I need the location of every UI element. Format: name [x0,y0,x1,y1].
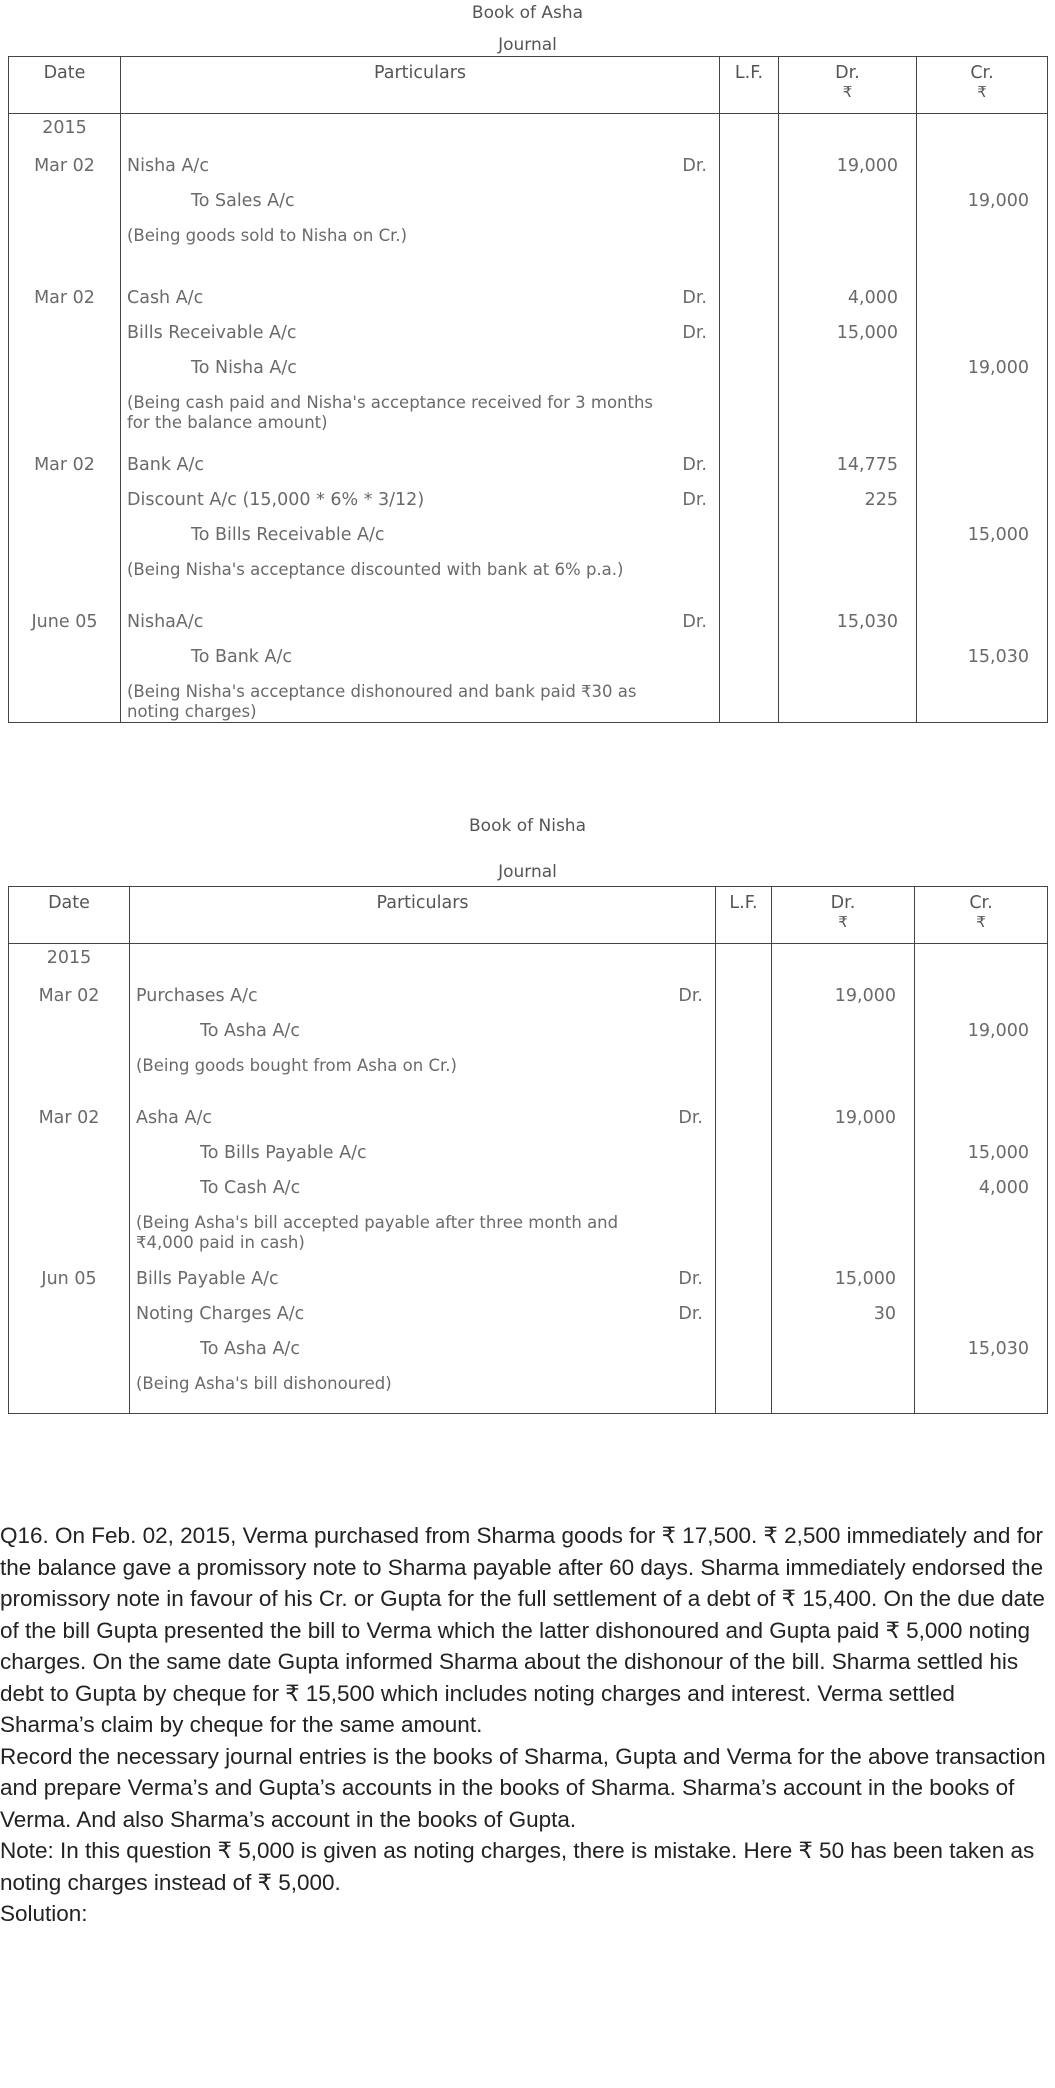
debit-amount: 19,000 [772,978,915,1013]
entry-date: Mar 02 [9,1100,130,1135]
particulars-text: (Being Asha's bill accepted payable after three month and ₹4,000 paid in cash) [136,1212,619,1252]
debit-amount [779,517,917,552]
journal-row [9,1013,1048,1048]
journal-row [9,674,1048,723]
question-paragraph [0,1520,1055,1741]
credit-amount [915,944,1048,978]
entry-date [9,1170,130,1205]
header-cr: Cr. ₹ [915,887,1048,944]
debit-amount [772,1135,915,1170]
entry-lf [716,1013,772,1048]
entry-date [9,1366,130,1414]
particulars-text: Cash A/c [127,287,204,308]
credit-amount: 19,000 [915,1013,1048,1048]
entry-lf [720,183,779,218]
particulars-text: Bills Receivable A/c [127,322,297,343]
question-instruction: Record the necessary journal entries is the books of Sharma, Gupta and Verma for the above transaction and prepare Verma’s and Gupta’s accounts in the books of Sharma. Sharma’s account in the books of Verma. And also Sharma’s account in the books of Gupta. [0,1743,1046,1832]
credit-amount [915,1205,1048,1261]
entry-narration [121,552,720,604]
header-cr: Cr. ₹ [917,57,1048,114]
journal-row [9,1205,1048,1261]
particulars-text: To Nisha A/c [191,357,297,378]
journal-row [9,385,1048,447]
debit-amount [772,1013,915,1048]
debit-amount: 15,000 [772,1261,915,1296]
particulars-text: To Asha A/c [200,1020,300,1041]
entry-lf [716,1135,772,1170]
entry-narration [121,385,720,447]
journal-row [9,183,1048,218]
credit-amount [917,482,1048,517]
debit-amount [779,385,917,447]
header-dr: Dr. ₹ [772,887,915,944]
journal-row [9,1100,1048,1135]
header-date: Date [9,57,121,114]
particulars-text: To Bills Receivable A/c [191,524,385,545]
journal-row [9,978,1048,1013]
credit-amount: 15,000 [917,517,1048,552]
debit-amount: 225 [779,482,917,517]
particulars-text: Bills Payable A/c [136,1268,279,1289]
entry-lf [720,604,779,639]
journal-row [9,1366,1048,1414]
entry-lf [720,148,779,183]
journal-nisha [8,886,1047,1414]
entry-lf [716,944,772,978]
book-title-nisha: Book of Nisha [469,816,586,836]
entry-date [9,1296,130,1331]
entry-account [121,350,720,385]
entry-narration [121,674,720,723]
entry-lf [716,1100,772,1135]
entry-date: June 05 [9,604,121,639]
entry-lf [716,1296,772,1331]
debit-amount [772,1048,915,1100]
entry-date: Jun 05 [9,1261,130,1296]
entry-account [121,280,720,315]
credit-amount [915,978,1048,1013]
debit-amount [779,674,917,723]
credit-amount: 15,030 [915,1331,1048,1366]
debit-amount: 4,000 [779,280,917,315]
entry-account [130,1296,716,1331]
question-note: Note: In this question ₹ 5,000 is given as noting charges, there is mistake. Here ₹ 50 has been taken as noting charges instead of ₹ 5,000. [0,1838,1035,1895]
entry-account [121,482,720,517]
entry-date [9,218,121,280]
entry-lf [716,1205,772,1261]
entry-date [9,350,121,385]
journal-asha [8,56,1047,723]
journal-row [9,1048,1048,1100]
dr-tag: Dr. [682,155,707,176]
particulars-text: Discount A/c (15,000 * 6% * 3/12) [127,489,425,510]
journal-row [9,1170,1048,1205]
credit-amount: 15,000 [915,1135,1048,1170]
entry-narration [130,1205,716,1261]
question-body: . On Feb. 02, 2015, Verma purchased from Sharma goods for ₹ 17,500. ₹ 2,500 immediately and for the balance gave a promissory note to Sharma payable after 60 days. Sharma immediately endorsed the promissory note in favour of his Cr. or Gupta for the full settlement of a debt of ₹ 15,400. On the due date of the bill Gupta presented the bill to Verma which the latter dishonoured and Gupta paid ₹ 5,000 noting charges. On the same date Gupta informed Sharma about the dishonour of the bill. Sharma settled his debt to Gupta by cheque for ₹ 15,500 which includes noting charges and interest. Verma settled Sharma’s claim by cheque for the same amount. [0,1523,1045,1737]
entry-account [121,148,720,183]
entry-narration [121,218,720,280]
entry-lf [716,1331,772,1366]
entry-account [130,1261,716,1296]
credit-amount [917,674,1048,723]
entry-lf [720,552,779,604]
entry-lf [716,1170,772,1205]
entry-date: 2015 [9,114,121,148]
journal-row [9,517,1048,552]
entry-date [9,552,121,604]
credit-amount [915,1296,1048,1331]
header-lf: L.F. [720,57,779,114]
debit-amount: 14,775 [779,447,917,482]
entry-lf [716,978,772,1013]
journal-row [9,350,1048,385]
entry-date: Mar 02 [9,280,121,315]
particulars-text: Asha A/c [136,1107,212,1128]
entry-lf [720,218,779,280]
entry-lf [720,385,779,447]
entry-narration [130,1048,716,1100]
dr-tag: Dr. [678,1268,703,1289]
entry-date [9,482,121,517]
debit-amount [772,1331,915,1366]
entry-date [9,1205,130,1261]
dr-tag: Dr. [682,322,707,343]
debit-amount [772,944,915,978]
rupee-icon: ₹ [842,83,853,101]
dr-tag: Dr. [682,611,707,632]
rupee-icon: ₹ [838,913,848,931]
entry-date [9,1013,130,1048]
entry-narration [130,1366,716,1414]
particulars-text: (Being Nisha's acceptance dishonoured and bank paid ₹30 as noting charges) [127,681,637,721]
entry-lf [720,674,779,723]
debit-amount [779,639,917,674]
particulars-text: Purchases A/c [136,985,258,1006]
journal-row [9,1296,1048,1331]
entry-account [121,183,720,218]
debit-amount: 15,030 [779,604,917,639]
entry-account [121,315,720,350]
entry-account [130,1013,716,1048]
particulars-text: To Cash A/c [200,1177,301,1198]
entry-date [9,183,121,218]
particulars-text: (Being Asha's bill dishonoured) [136,1373,392,1393]
table-header [9,887,1048,944]
journal-row [9,604,1048,639]
journal-row [9,148,1048,183]
credit-amount [917,385,1048,447]
entry-account [121,639,720,674]
entry-account [121,604,720,639]
book-title-asha: Book of Asha [471,3,584,23]
credit-amount [917,218,1048,280]
particulars-text: Bank A/c [127,454,205,475]
credit-amount [915,1100,1048,1135]
journal-table-asha [8,56,1048,723]
entry-account [130,1135,716,1170]
debit-amount: 15,000 [779,315,917,350]
particulars-text: To Asha A/c [200,1338,300,1359]
particulars-text: (Being cash paid and Nisha's acceptance received for 3 months for the balance amount) [127,392,654,432]
journal-row [9,552,1048,604]
journal-row [9,1135,1048,1170]
journal-row [9,447,1048,482]
entry-date: Mar 02 [9,447,121,482]
entry-date [9,385,121,447]
credit-amount: 15,030 [917,639,1048,674]
journal-row [9,1261,1048,1296]
debit-amount [772,1205,915,1261]
debit-amount: 19,000 [772,1100,915,1135]
journal-title-asha: Journal [498,35,557,55]
journal-table-nisha [8,886,1048,1414]
debit-amount [772,1170,915,1205]
entry-lf [720,517,779,552]
entry-date: Mar 02 [9,978,130,1013]
journal-row [9,639,1048,674]
credit-amount [917,315,1048,350]
dr-tag: Dr. [678,985,703,1006]
particulars-text: To Sales A/c [191,190,295,211]
credit-amount [917,148,1048,183]
credit-amount [917,280,1048,315]
journal-row [9,114,1048,148]
rupee-icon: ₹ [976,913,986,931]
dr-tag: Dr. [682,454,707,475]
entry-account [121,114,720,148]
entry-lf [716,1048,772,1100]
entry-date [9,639,121,674]
dr-tag: Dr. [682,287,707,308]
entry-lf [720,280,779,315]
particulars-text: Nisha A/c [127,155,209,176]
journal-row [9,944,1048,978]
credit-amount [917,604,1048,639]
entry-date [9,1135,130,1170]
entry-lf [720,482,779,517]
credit-amount [917,114,1048,148]
entry-lf [720,315,779,350]
credit-amount [915,1048,1048,1100]
entry-date [9,517,121,552]
question-label: Q16 [0,1523,43,1548]
entry-lf [716,1261,772,1296]
particulars-text: (Being goods bought from Asha on Cr.) [136,1055,457,1075]
entry-account [130,978,716,1013]
credit-amount [915,1261,1048,1296]
credit-amount [915,1366,1048,1414]
journal-row [9,280,1048,315]
debit-amount: 19,000 [779,148,917,183]
rupee-icon: ₹ [977,83,987,101]
entry-account [130,1170,716,1205]
entry-lf [720,114,779,148]
credit-amount [917,552,1048,604]
journal-row [9,482,1048,517]
debit-amount [779,218,917,280]
debit-amount [779,183,917,218]
dr-tag: Dr. [678,1303,703,1324]
journal-row [9,218,1048,280]
header-particulars: Particulars [130,887,716,944]
header-dr: Dr. ₹ [779,57,917,114]
particulars-text: To Bank A/c [191,646,292,667]
journal-row [9,1331,1048,1366]
debit-amount [779,350,917,385]
debit-amount [779,114,917,148]
credit-amount: 19,000 [917,350,1048,385]
debit-amount [772,1366,915,1414]
header-lf: L.F. [716,887,772,944]
entry-lf [720,447,779,482]
journal-row [9,315,1048,350]
header-date: Date [9,887,130,944]
entry-date [9,1331,130,1366]
entry-account [130,1100,716,1135]
header-particulars: Particulars [121,57,720,114]
particulars-text: (Being Nisha's acceptance discounted with bank at 6% p.a.) [127,559,624,579]
entry-account [130,1331,716,1366]
entry-lf [720,639,779,674]
entry-date: Mar 02 [9,148,121,183]
particulars-text: NishaA/c [127,611,204,632]
journal-title-nisha: Journal [498,862,557,882]
particulars-text: To Bills Payable A/c [200,1142,367,1163]
entry-account [130,944,716,978]
entry-date [9,315,121,350]
entry-account [121,447,720,482]
entry-date: 2015 [9,944,130,978]
dr-tag: Dr. [682,489,707,510]
credit-amount: 19,000 [917,183,1048,218]
question-block [0,1520,1055,1930]
entry-lf [716,1366,772,1414]
solution-label: Solution: [0,1901,88,1926]
particulars-text: (Being goods sold to Nisha on Cr.) [127,225,408,245]
entry-date [9,674,121,723]
dr-tag: Dr. [678,1107,703,1128]
entry-lf [720,350,779,385]
debit-amount: 30 [772,1296,915,1331]
credit-amount [917,447,1048,482]
entry-date [9,1048,130,1100]
entry-account [121,517,720,552]
credit-amount: 4,000 [915,1170,1048,1205]
table-header [9,57,1048,114]
particulars-text: Noting Charges A/c [136,1303,305,1324]
debit-amount [779,552,917,604]
